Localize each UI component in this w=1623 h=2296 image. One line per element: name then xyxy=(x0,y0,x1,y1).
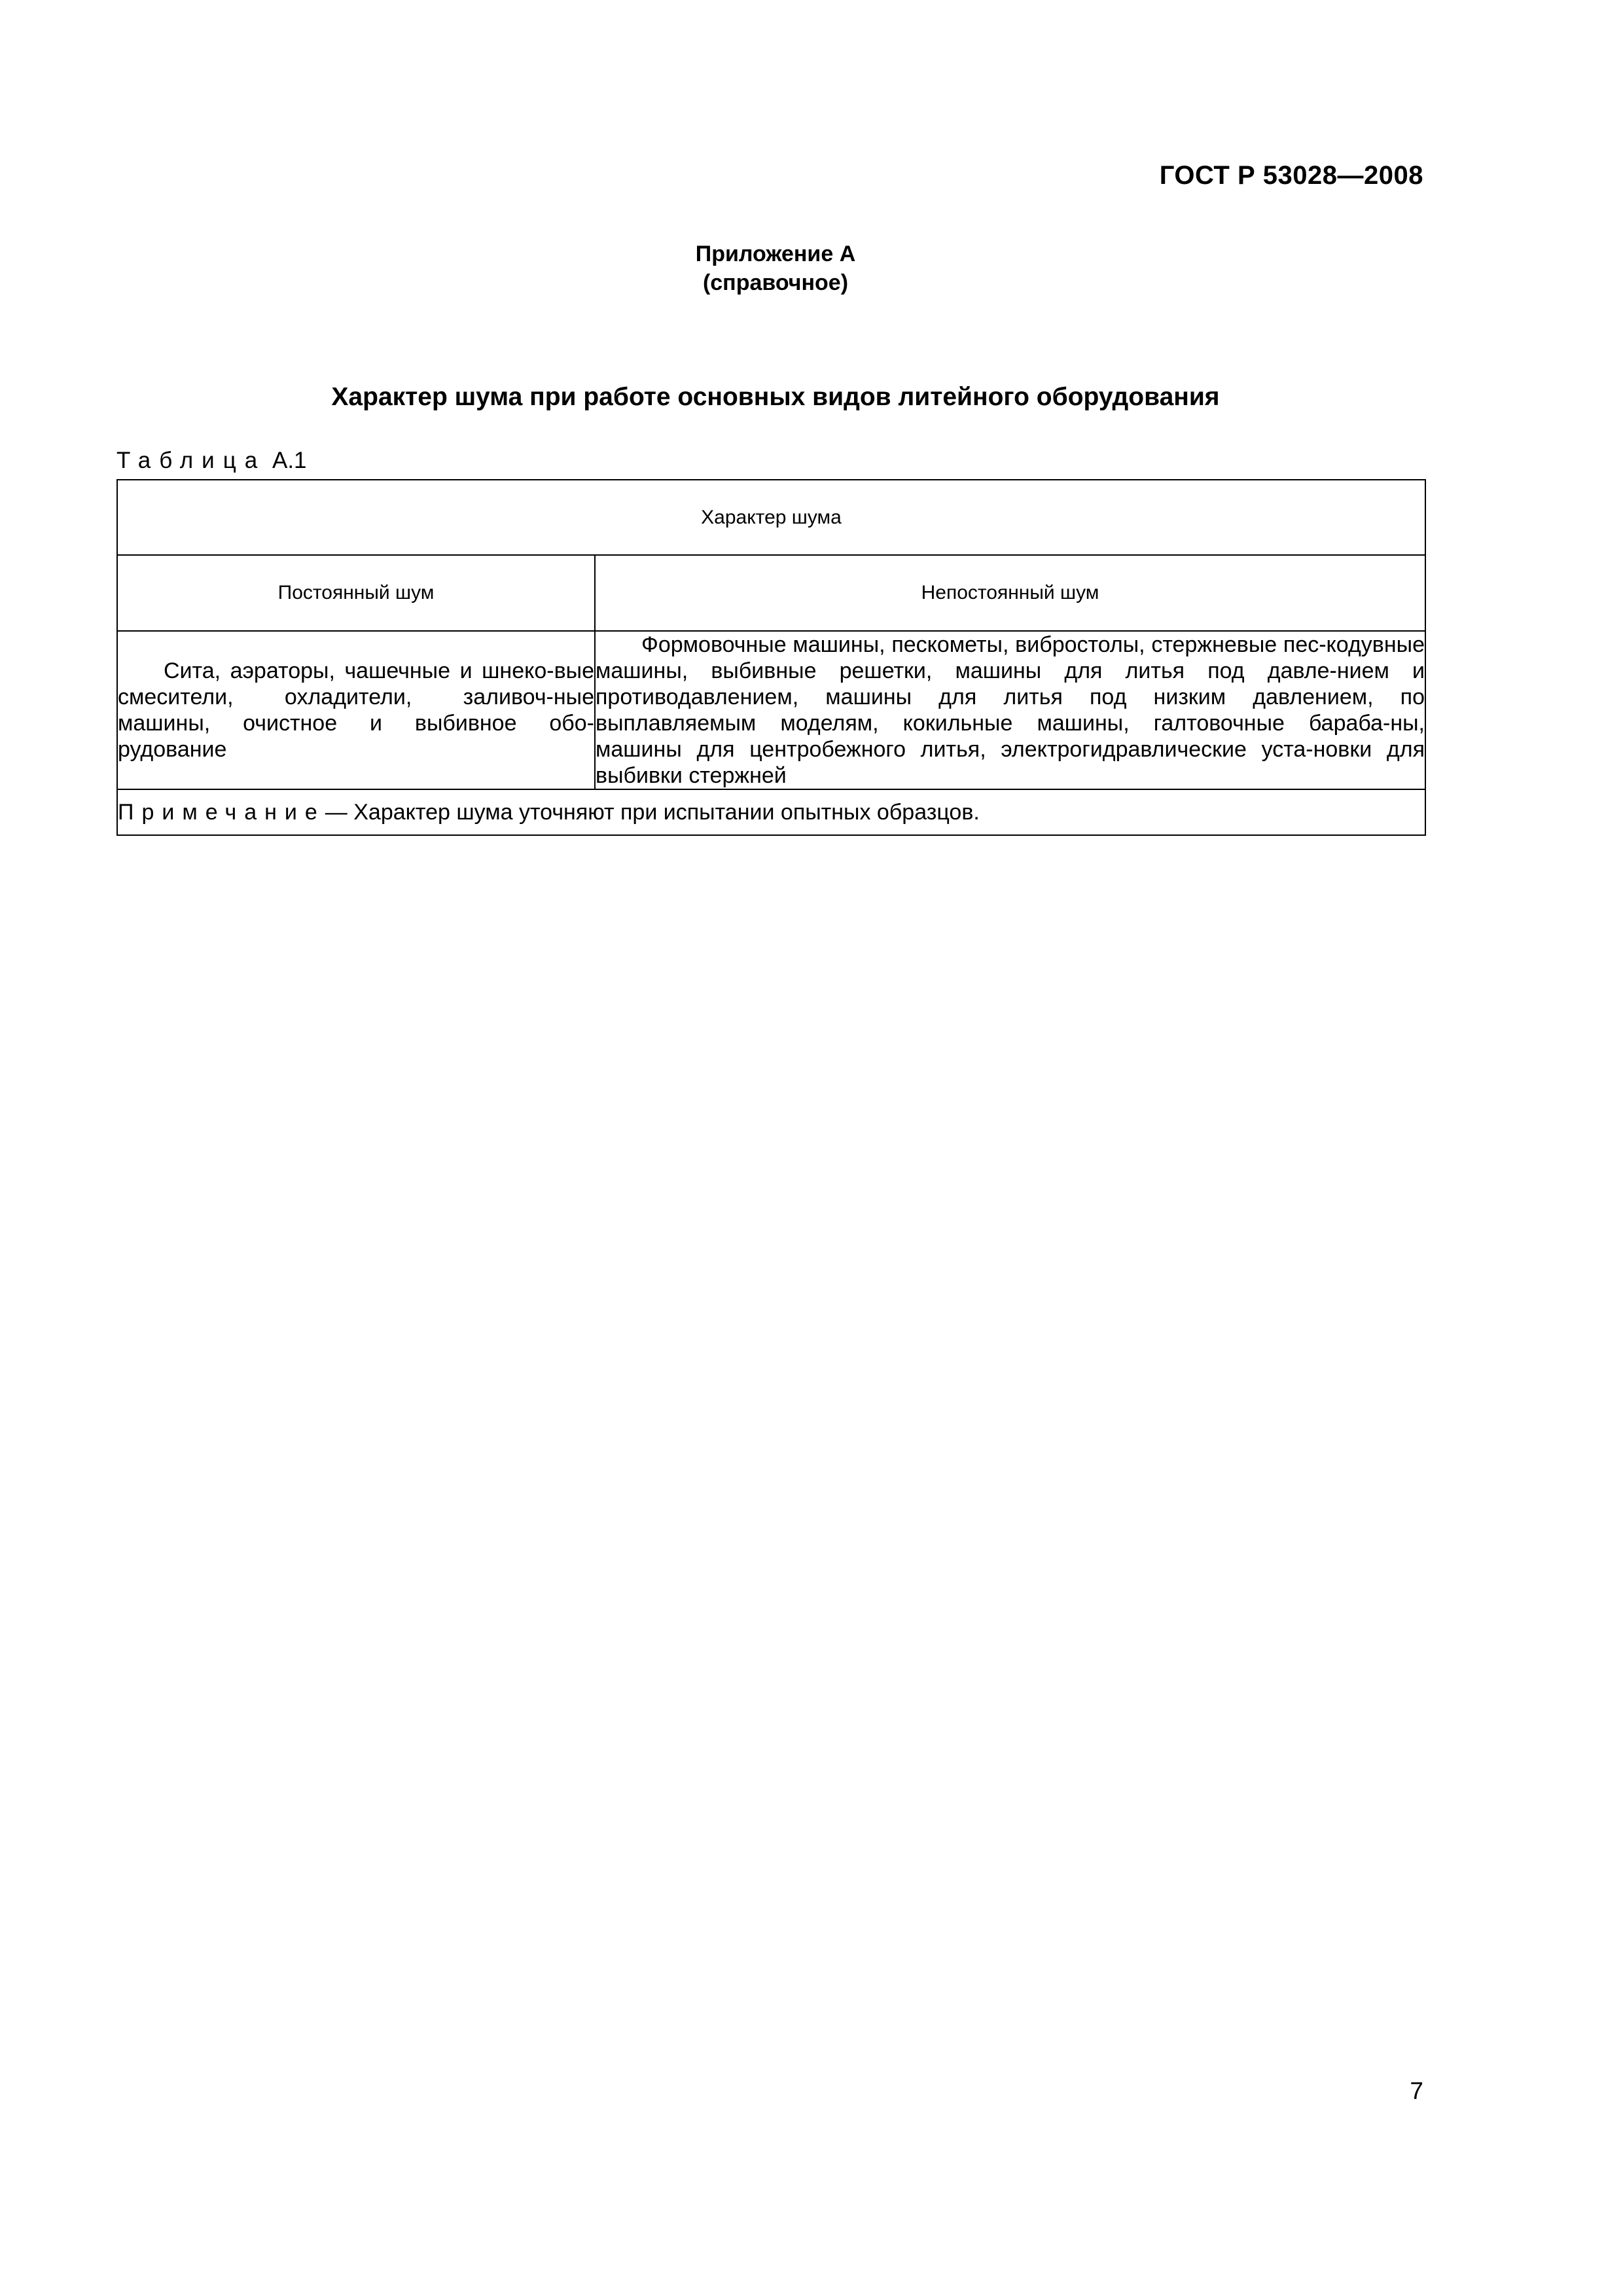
table-note xyxy=(117,789,1425,835)
table-merged-header: Характер шума xyxy=(117,480,1425,555)
table-label-word: Таблица xyxy=(116,448,266,473)
section-title: Характер шума при работе основных видов литейного оборудования xyxy=(331,383,1220,411)
table-label-number: А.1 xyxy=(272,448,307,473)
appendix-title: Приложение А xyxy=(695,242,856,266)
column-header-constant-noise: Постоянный шум xyxy=(117,555,595,631)
note-text: — Характер шума уточняют при испытании опытных образцов. xyxy=(325,799,980,825)
noise-table xyxy=(116,479,1426,836)
table-cell-variable-noise xyxy=(595,631,1425,789)
column-header-variable-noise: Непостоянный шум xyxy=(595,555,1425,631)
cell-text: Сита, аэраторы, чашечные и шнеко-вые смесители, охладители, заливоч-ные машины, очистное и выбивное обо-рудование xyxy=(118,658,594,762)
appendix-heading xyxy=(0,240,1551,297)
table-note-row xyxy=(117,789,1425,835)
appendix-subtitle: (справочное) xyxy=(702,270,849,295)
page-number: 7 xyxy=(1410,2077,1423,2104)
cell-text: Формовочные машины, пескометы, вибростолы, стержневые пес-кодувные машины, выбивные решетки, машины для литья под давле-нием и противодавлением, машины для литья под низким давлением, по выплавляемым моделям, кокильные машины, галтовочные бараба-ны, машины для центробежного литья, электрогидравлические уста-новки для выбивки стержней xyxy=(596,632,1425,788)
table-row xyxy=(117,631,1425,789)
table-header-row-merged xyxy=(117,480,1425,555)
note-label: Примечание xyxy=(118,799,325,825)
table-header-row xyxy=(117,555,1425,631)
document-code: ГОСТ Р 53028—2008 xyxy=(1159,161,1423,190)
table-cell-constant-noise xyxy=(117,631,595,789)
table-label xyxy=(116,448,307,474)
